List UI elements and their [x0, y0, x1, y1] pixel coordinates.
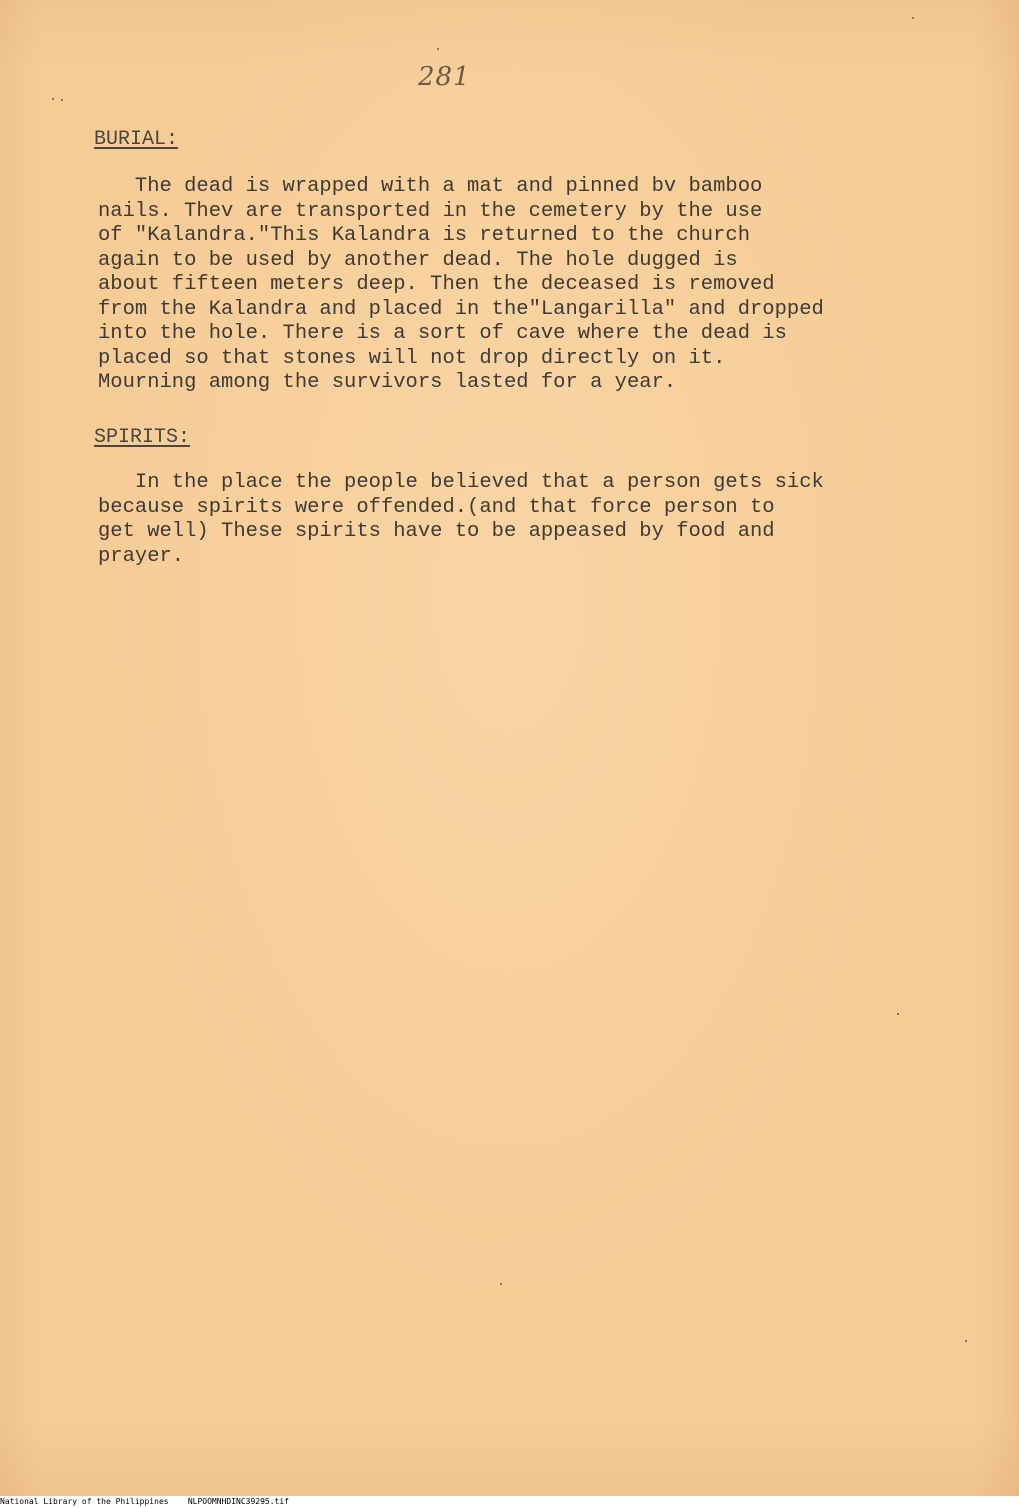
section-body-burial: [98, 175, 824, 396]
text-line: In the place the people believed that a person gets sick: [98, 471, 824, 494]
paper-speck: [52, 98, 54, 100]
text-line: of "Kalandra."This Kalandra is returned to the church: [98, 224, 751, 247]
paper-speck: [437, 48, 439, 50]
text-line: get well) These spirits have to be appeased by food and: [98, 520, 775, 543]
text-line: prayer.: [98, 544, 185, 568]
paper-speck: [912, 17, 914, 19]
text-line: about fifteen meters deep. Then the deceased is removed: [98, 273, 775, 296]
section-heading-burial: BURIAL:: [94, 128, 179, 151]
paper-speck: [965, 1340, 967, 1342]
text-line: into the hole. There is a sort of cave where the dead is: [98, 322, 787, 345]
section-body-spirits: [98, 471, 824, 569]
paper-speck: [897, 1013, 899, 1015]
paper-speck: [61, 99, 63, 101]
section-heading-spirits: SPIRITS:: [94, 426, 191, 449]
text-line: from the Kalandra and placed in the"Langarilla" and dropped: [98, 297, 824, 321]
text-line: because spirits were offended.(and that force person to: [98, 495, 775, 519]
text-line: Mourning among the survivors lasted for a year.: [98, 371, 677, 394]
page-number: 281: [418, 62, 471, 92]
text-line: nails. Thev are transported in the cemetery by the use: [98, 199, 763, 223]
text-line: again to be used by another dead. The hole dugged is: [98, 248, 738, 272]
archive-footer: National Library of the Philippines NLPOOMNHDINC39295.tif: [0, 1497, 289, 1506]
paper-speck: [500, 1283, 502, 1285]
text-line: The dead is wrapped with a mat and pinned bv bamboo: [98, 175, 763, 198]
text-line: placed so that stones will not drop directly on it.: [98, 346, 726, 370]
